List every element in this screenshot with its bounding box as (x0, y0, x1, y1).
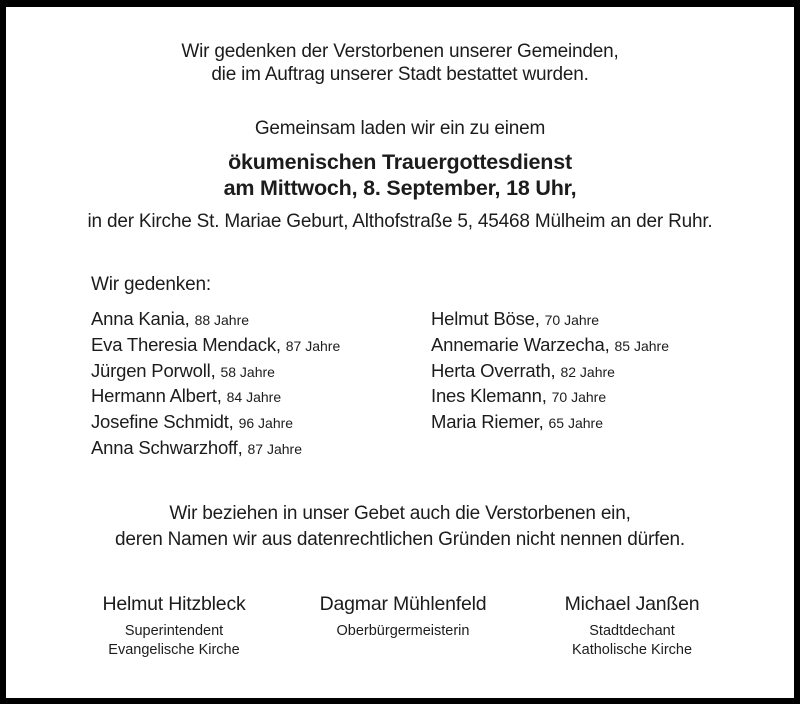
deceased-age: 87 Jahre (247, 440, 302, 457)
deceased-age: 82 Jahre (560, 363, 615, 380)
deceased-list-left (91, 307, 340, 462)
deceased-row (91, 436, 340, 462)
deceased-row (431, 384, 669, 410)
signatory-hitzbleck (64, 592, 284, 660)
intro-paragraph (6, 40, 794, 86)
signatory-name: Dagmar Mühlenfeld (319, 593, 487, 615)
deceased-name: Jürgen Porwoll, (91, 359, 216, 381)
deceased-age: 88 Jahre (194, 312, 250, 328)
signatory-role (522, 622, 742, 660)
event-title-block (6, 149, 794, 201)
signatory-name: Michael Janßen (564, 593, 700, 615)
deceased-age: 70 Jahre (551, 389, 607, 406)
signatory-name: Helmut Hitzbleck (102, 593, 246, 615)
deceased-name: Annemarie Warzecha, (431, 333, 610, 355)
signatory-role-line-2: Katholische Kirche (571, 642, 693, 658)
signatory-role-line-1: Superintendent (124, 623, 224, 639)
deceased-row (91, 384, 340, 410)
signatory-muehlenfeld (293, 592, 513, 641)
intro-line-2: die im Auftrag unserer Stadt bestattet wurden. (211, 64, 589, 85)
deceased-row (431, 359, 669, 385)
invitation-line: Gemeinsam laden wir ein zu einem (254, 118, 546, 139)
event-title: ökumenischen Trauergottesdienst (228, 150, 572, 174)
deceased-row (431, 410, 669, 436)
deceased-name: Anna Kania, (91, 308, 190, 329)
deceased-row (91, 359, 340, 385)
deceased-row (91, 307, 340, 333)
event-location: in der Kirche St. Mariae Geburt, Althofstraße 5, 45468 Mülheim an der Ruhr. (87, 211, 713, 232)
event-datetime: am Mittwoch, 8. September, 18 Uhr, (223, 176, 577, 200)
deceased-row (91, 333, 340, 359)
intro-line-1: Wir gedenken der Verstorbenen unserer Gemeinden, (181, 41, 619, 62)
signatory-role-line-1: Stadtdechant (589, 623, 675, 639)
deceased-name: Josefine Schmidt, (91, 411, 234, 433)
prayer-line-1: Wir beziehen in unser Gebet auch die Verstorbenen ein, (169, 503, 631, 524)
deceased-list-right (431, 307, 669, 436)
deceased-age: 58 Jahre (220, 363, 275, 380)
prayer-line-2: deren Namen wir aus datenrechtlichen Gründen nicht nennen dürfen. (114, 529, 686, 550)
signatory-role (293, 622, 513, 641)
deceased-row (91, 410, 340, 436)
deceased-age: 84 Jahre (226, 389, 282, 406)
deceased-name: Hermann Albert, (91, 385, 222, 407)
deceased-name: Eva Theresia Mendack, (91, 333, 281, 355)
remembrance-heading: Wir gedenken: (91, 274, 211, 295)
deceased-age: 70 Jahre (544, 312, 600, 328)
deceased-name: Anna Schwarzhoff, (91, 436, 243, 458)
deceased-name: Herta Overrath, (431, 359, 556, 381)
deceased-age: 87 Jahre (285, 337, 341, 354)
deceased-row (431, 333, 669, 359)
signatory-role-line-2: Evangelische Kirche (108, 642, 240, 658)
signatory-role (64, 622, 284, 660)
signatory-role-line-1: Oberbürgermeisterin (336, 623, 470, 639)
deceased-age: 85 Jahre (614, 337, 669, 354)
deceased-row (431, 307, 669, 333)
deceased-name: Maria Riemer, (431, 411, 544, 433)
deceased-age: 96 Jahre (238, 415, 294, 432)
deceased-age: 65 Jahre (548, 415, 603, 432)
deceased-name: Ines Klemann, (431, 385, 547, 407)
signatory-janssen (522, 592, 742, 660)
prayer-note (6, 501, 794, 553)
deceased-name: Helmut Böse, (431, 308, 540, 329)
